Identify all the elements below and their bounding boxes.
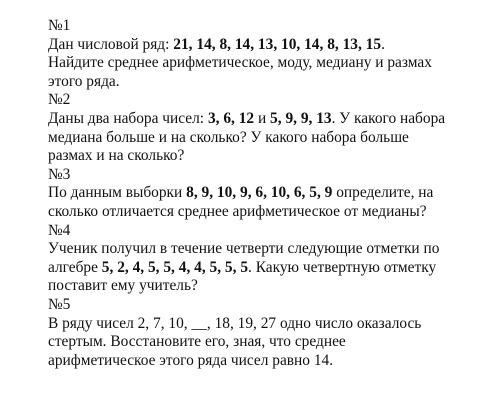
task-1 [48,17,488,91]
task-line: Найдите среднее арифметическое, моду, медиану и размах [48,54,432,72]
task-line: арифметическое этого ряда чисел равно 14. [48,351,334,369]
task-line: размах и на сколько? [48,147,185,165]
task-line: Дан числовой ряд: 21, 14, 8, 14, 13, 10, 14, 8, 13, 15. [48,35,385,53]
task-number: №1 [48,17,71,34]
worksheet-text [48,17,488,370]
task-number: №5 [48,295,71,313]
task-line: По данным выборки 8, 9, 10, 9, 6, 10, 6, 5, 9 определите, на [48,184,434,202]
task-number: №4 [48,221,71,239]
task-line: стертым. Восстановите его, зная, что среднее [48,333,346,351]
task-number: №3 [48,165,71,183]
task-3 [48,166,488,222]
task-line: поставит ему учитель? [48,277,198,295]
task-number: №2 [48,91,71,109]
task-4 [48,222,488,296]
task-line: сколько отличается среднее арифметическое от медианы? [48,202,427,220]
task-line: алгебре 5, 2, 4, 5, 5, 4, 4, 5, 5, 5. Какую четвертную отметку [48,258,437,276]
task-2 [48,91,488,165]
task-line: медиана больше и на сколько? У какого набора больше [48,128,409,146]
task-5 [48,296,488,370]
task-line: Ученик получил в течение четверти следующие отметки по [48,240,440,258]
task-line: этого ряда. [48,72,120,90]
task-line: Даны два набора чисел: 3, 6, 12 и 5, 9, 9, 13. У какого набора [48,109,446,127]
task-line: В ряду чисел 2, 7, 10, __, 18, 19, 27 одно число оказалось [48,314,422,332]
